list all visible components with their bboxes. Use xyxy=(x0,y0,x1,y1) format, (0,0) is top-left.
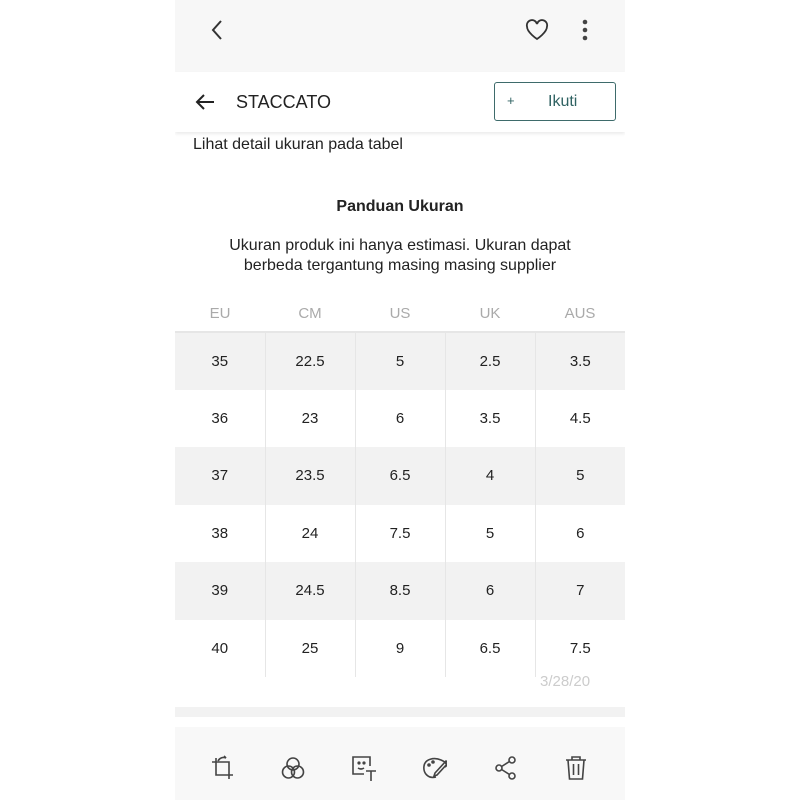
table-cell-uk: 6.5 xyxy=(445,620,535,678)
table-cell-us: 6 xyxy=(355,390,445,448)
table-cell-us: 5 xyxy=(355,332,445,390)
table-cell-us: 6.5 xyxy=(355,447,445,505)
store-header xyxy=(175,72,625,132)
table-cell-aus: 7.5 xyxy=(569,639,591,657)
size-guide-description xyxy=(175,236,625,276)
table-cell-cm: 24 xyxy=(265,505,355,563)
table-cell-cm: 22.5 xyxy=(265,332,355,390)
table-row xyxy=(175,447,625,505)
table-cell-eu: 35 xyxy=(175,332,265,390)
desc-line: Ukuran produk ini hanya estimasi. Ukuran dapat xyxy=(229,237,571,254)
back-arrow-icon[interactable] xyxy=(193,90,217,114)
crop-rotate-icon[interactable] xyxy=(209,755,235,781)
column-header: AUS xyxy=(535,296,625,332)
table-cell-eu: 37 xyxy=(175,447,265,505)
follow-label: Ikuti xyxy=(548,93,578,110)
table-row xyxy=(175,562,625,620)
share-icon[interactable] xyxy=(493,755,519,781)
desc-line: berbeda tergantung masing masing supplier xyxy=(243,257,557,274)
table-row xyxy=(175,332,625,390)
table-cell-eu: 36 xyxy=(175,390,265,448)
size-table xyxy=(175,296,625,677)
size-detail-hint: Lihat detail ukuran pada tabel xyxy=(193,136,403,153)
edit-toolbar xyxy=(175,727,625,800)
plus-icon: + xyxy=(507,93,515,108)
table-cell-cm: 23.5 xyxy=(265,447,355,505)
table-cell-cm: 25 xyxy=(265,620,355,678)
table-cell-eu: 40 xyxy=(175,620,265,678)
more-options-icon[interactable] xyxy=(575,17,595,43)
filter-icon[interactable] xyxy=(280,755,306,781)
table-cell-uk: 2.5 xyxy=(445,332,535,390)
follow-button[interactable] xyxy=(494,82,616,121)
table-cell-aus: 5 xyxy=(535,447,625,505)
table-cell-cm: 23 xyxy=(265,390,355,448)
table-cell-uk: 4 xyxy=(445,447,535,505)
table-cell-aus: 4.5 xyxy=(569,409,591,427)
gallery-top-bar xyxy=(175,0,625,72)
back-chevron-icon[interactable] xyxy=(205,18,229,42)
delete-icon[interactable] xyxy=(563,755,589,781)
table-cell-uk: 6 xyxy=(445,562,535,620)
table-row xyxy=(175,620,625,678)
column-header: CM xyxy=(265,296,355,332)
table-cell-aus: 3.5 xyxy=(535,332,625,390)
phone-screen xyxy=(175,0,625,800)
table-cell-aus: 7 xyxy=(535,562,625,620)
size-guide-title: Panduan Ukuran xyxy=(336,198,464,215)
store-name: STACCATO xyxy=(236,92,332,112)
column-header: EU xyxy=(175,296,265,332)
table-cell-aus: 6 xyxy=(576,524,585,542)
table-cell-uk: 5 xyxy=(445,505,535,563)
column-header: US xyxy=(355,296,445,332)
table-row xyxy=(175,505,625,563)
date-stamp: 3/28/20 xyxy=(540,673,591,690)
table-cell-uk: 3.5 xyxy=(445,390,535,448)
heart-icon[interactable] xyxy=(524,17,550,43)
column-header: UK xyxy=(445,296,535,332)
table-cell-us: 7.5 xyxy=(355,505,445,563)
table-cell-eu: 39 xyxy=(175,562,265,620)
paint-icon[interactable] xyxy=(421,755,447,781)
table-row xyxy=(175,390,625,448)
table-cell-eu: 38 xyxy=(175,505,265,563)
sticker-text-icon[interactable] xyxy=(350,755,376,781)
divider xyxy=(175,707,625,717)
table-cell-us: 8.5 xyxy=(355,562,445,620)
table-cell-us: 9 xyxy=(355,620,445,678)
table-cell-cm: 24.5 xyxy=(265,562,355,620)
